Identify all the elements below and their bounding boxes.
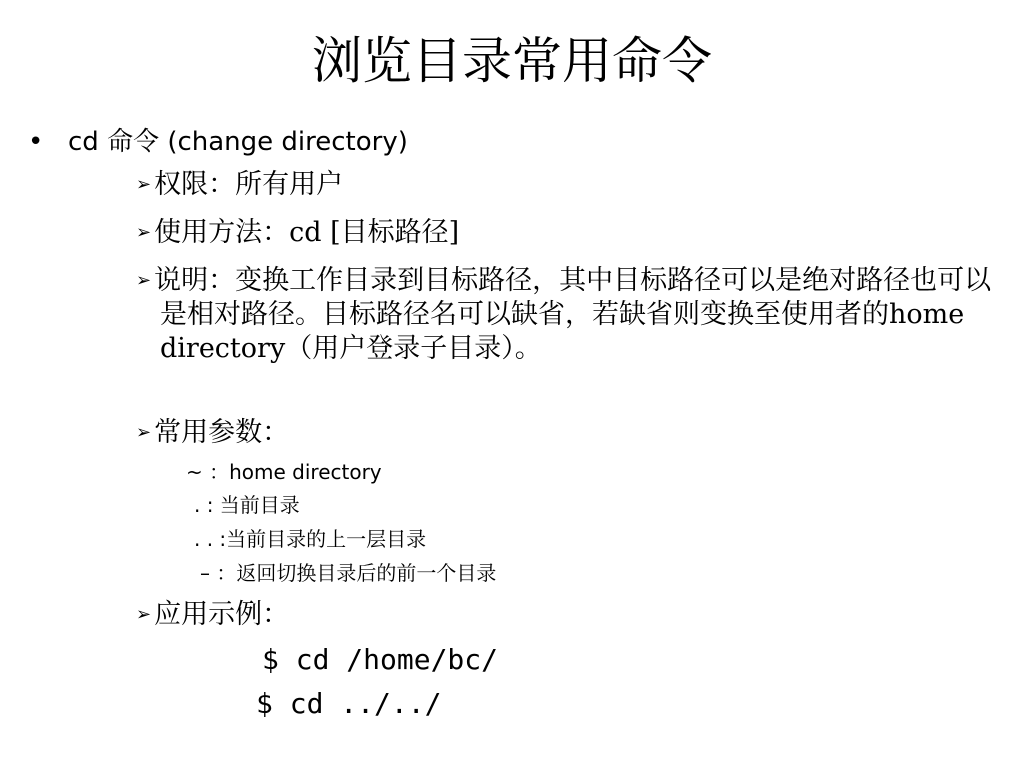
main-bullet-text: cd 命令 (change directory) bbox=[68, 127, 408, 157]
item-examples bbox=[136, 598, 289, 632]
item-text: 常用参数： bbox=[154, 417, 290, 448]
param-home: ~ ：home directory bbox=[186, 460, 382, 484]
item-params bbox=[136, 416, 289, 450]
item-text: 使用方法：cd [目标路径] bbox=[154, 217, 460, 248]
param-parent: . . :当前目录的上一层目录 bbox=[194, 527, 427, 551]
param-previous: – ：返回切换目录后的前一个目录 bbox=[200, 561, 497, 585]
arrow-bullet-icon: ➢ bbox=[136, 222, 152, 243]
slide-title: 浏览目录常用命令 bbox=[312, 32, 712, 90]
item-permission bbox=[136, 168, 343, 202]
arrow-bullet-icon: ➢ bbox=[136, 174, 152, 195]
item-usage bbox=[136, 216, 459, 250]
arrow-bullet-icon: ➢ bbox=[136, 604, 152, 625]
bullet-dot: • bbox=[28, 127, 44, 157]
main-bullet bbox=[28, 124, 408, 160]
example-command-2: $ cd ../../ bbox=[256, 687, 442, 720]
arrow-bullet-icon: ➢ bbox=[136, 422, 152, 443]
example-command-1: $ cd /home/bc/ bbox=[262, 643, 499, 676]
item-text: 权限：所有用户 bbox=[154, 169, 344, 200]
item-text: 应用示例： bbox=[154, 599, 290, 630]
item-description bbox=[136, 264, 1010, 366]
param-current: . : 当前目录 bbox=[194, 493, 300, 517]
item-text: 说明：变换工作目录到目标路径，其中目标路径可以是绝对路径也可以是相对路径。目标路径名可以缺省，若缺省则变换至使用者的home directory（用户登录子目录）。 bbox=[154, 265, 992, 364]
arrow-bullet-icon: ➢ bbox=[136, 270, 152, 291]
